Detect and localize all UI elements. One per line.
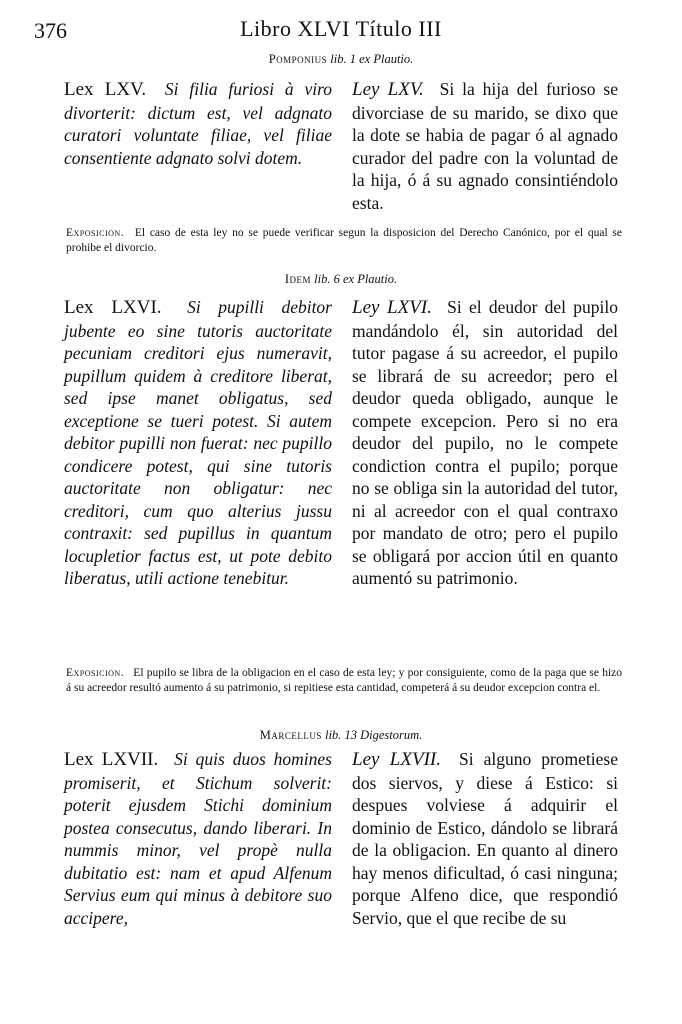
latin-column	[64, 78, 332, 169]
source-ref: lib. 13 Digestorum.	[325, 728, 423, 742]
spanish-column	[352, 748, 618, 929]
spanish-text: Si alguno prometiese dos siervos, y diese á Estico: si despues volviese á adquirir el dominio de Estico, dándolo se librará de la obligacion. En quanto al dinero hay menos dificultad, ó casi ninguna; porque Alfeno dice, que respondió Servio, que el que recibe de su	[352, 749, 618, 928]
latin-column	[64, 748, 332, 929]
exposicion	[66, 226, 622, 256]
spanish-text: Si la hija del furioso se divorciase de su marido, se dixo que la dote se habia de pagar ó al agnado curador del padre con la voluntad de la hija, ó á su agnado consintiéndolo esta.	[352, 79, 618, 213]
running-head: Libro XLVI Título III	[240, 16, 442, 41]
source-author: Pomponius	[268, 52, 328, 66]
spanish-text: Si el deudor del pupilo mandándolo él, sin autoridad del tutor pagase á su acreedor, el pupilo se librará de su acreedor; pero el deudor queda obligado, aunque le compete excepcion. Pero si no era deudor del pupilo, no le compete condiction contra el pupilo; porque no se obliga sin la autoridad del tutor, ni al acreedor con el qual contraxo por mandato de otro; pero el pupilo se obligará por accion útil en quanto aumentó su patrimonio.	[352, 297, 618, 588]
lex-number: Lex LXVII.	[64, 749, 159, 770]
source-citation	[0, 52, 682, 67]
ley-number: Ley LXVII.	[352, 749, 441, 770]
exposicion-text: El pupilo se libra de la obligacion en el caso de esta ley; y por consiguiente, como de la paga que se hizo á su acreedor resultó aumento á su patrimonio, si repitiese esta cantidad, competerá á su deudor excepcion contra el.	[66, 667, 623, 694]
lex-number: Lex LXV.	[64, 79, 147, 100]
source-citation	[0, 728, 682, 743]
latin-text: Si quis duos homines promiserit, et Stichum solverit: poterit ejusdem Stichi dominium postea consecutus, dando liberari. In nummis minor, vel propè nulla dubitatio est: nam et apud Alfenum Servius eum qui minus à debitore suo accipere,	[64, 749, 332, 928]
page-number: 376	[34, 18, 67, 43]
exposicion-label: Exposicion.	[66, 667, 125, 679]
ley-number: Ley LXVI.	[352, 297, 432, 318]
exposicion-label: Exposicion.	[66, 227, 125, 239]
latin-text: Si filia furiosi à viro divorterit: dictum est, vel adgnato curatori voluntate filiae, vel filiae consentiente adgnato solvi dotem.	[64, 79, 333, 168]
source-author: Idem	[284, 272, 312, 286]
lex-number: Lex LXVI.	[64, 297, 162, 318]
source-author: Marcellus	[259, 728, 322, 742]
source-ref: lib. 6 ex Plautio.	[314, 272, 398, 286]
latin-text: Si pupilli debitor jubente eo sine tutoris auctoritate pecuniam creditori ejus numeravit, pupillum quidem à creditore liberat, sed ipse manet obligatus, sed exceptione se tueri potest. Si autem debitor pupilli non fuerat: nec pupillo condicere potest, qui sine tutoris auctoritate non obligatur: nec creditori, cum quo alterius jussu contraxit: sed pupillus in quantum locupletior factus est, ut pote debito liberatus, utili actione tenebitur.	[64, 297, 332, 588]
spanish-column	[352, 78, 618, 214]
source-ref: lib. 1 ex Plautio.	[330, 52, 414, 66]
source-citation	[0, 272, 682, 287]
ley-number: Ley LXV.	[352, 79, 424, 100]
spanish-column	[352, 296, 618, 590]
latin-column	[64, 296, 332, 590]
exposicion	[66, 666, 622, 696]
exposicion-text: El caso de esta ley no se puede verificar segun la disposicion del Derecho Canónico, por el qual se prohibe el divorcio.	[66, 227, 622, 254]
